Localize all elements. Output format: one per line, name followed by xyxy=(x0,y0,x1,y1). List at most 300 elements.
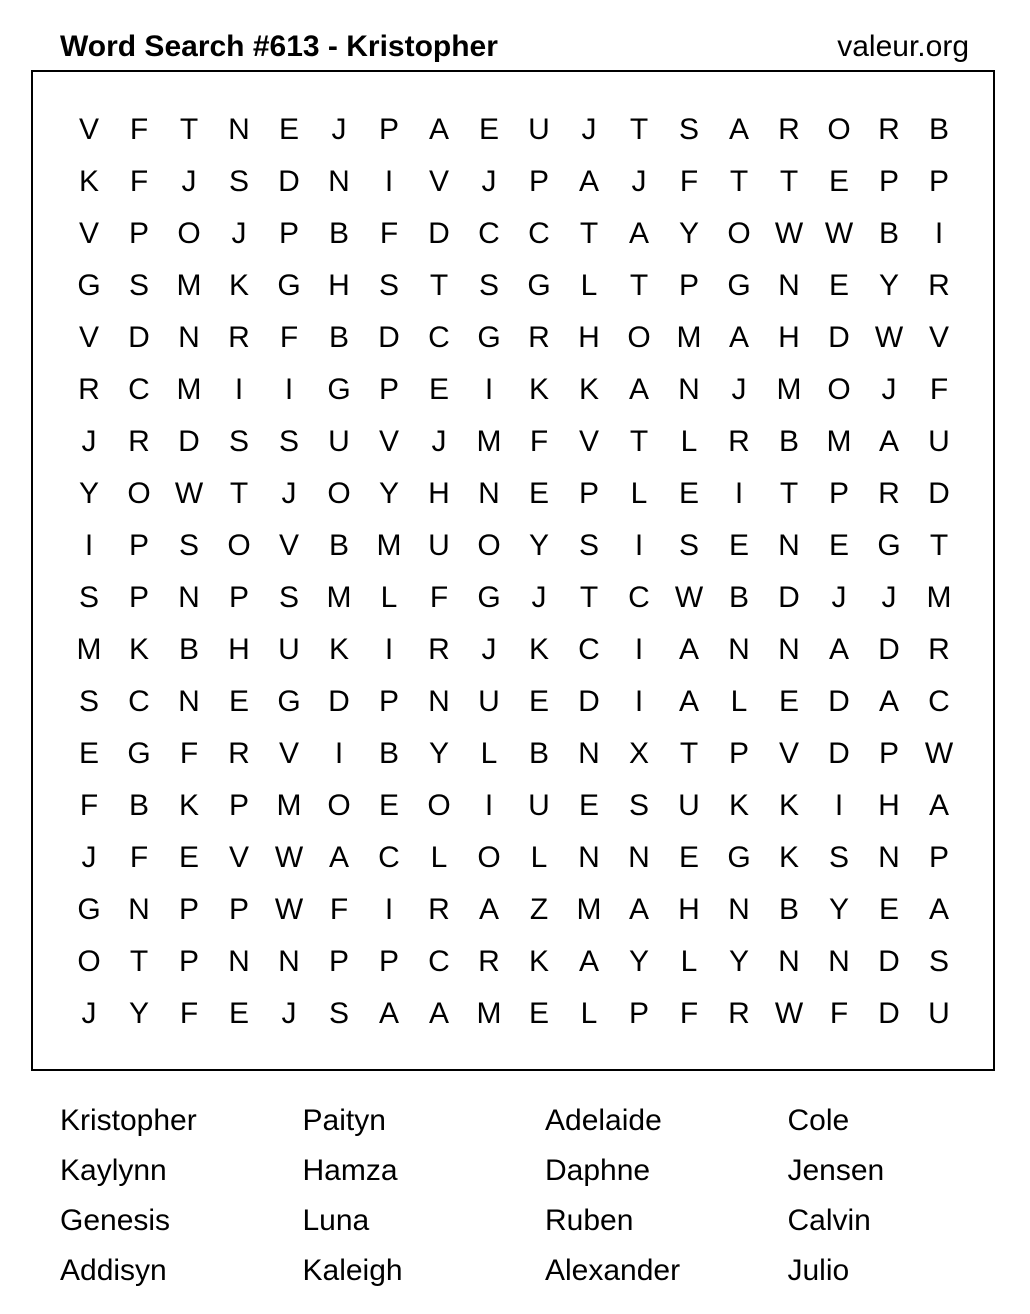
grid-letter: R xyxy=(428,633,450,666)
grid-letter: O xyxy=(77,945,101,978)
grid-letter: O xyxy=(477,841,501,874)
grid-letter: D xyxy=(928,477,950,510)
grid-letter: T xyxy=(779,477,799,510)
grid-letter: H xyxy=(878,789,900,822)
grid-letter: P xyxy=(228,581,249,614)
grid-letter: P xyxy=(528,165,549,198)
grid-letter: N xyxy=(778,529,800,562)
grid-letter: X xyxy=(628,737,649,770)
grid-letter: A xyxy=(578,945,599,978)
grid-letter: K xyxy=(528,945,549,978)
grid-letter: V xyxy=(278,529,299,562)
grid-letter: M xyxy=(926,581,952,614)
grid-letter: J xyxy=(231,217,247,250)
grid-letter: S xyxy=(578,529,599,562)
grid-letter: K xyxy=(178,789,199,822)
grid-letter: D xyxy=(378,321,400,354)
grid-letter: N xyxy=(578,737,600,770)
grid-letter: P xyxy=(878,737,899,770)
grid-letter: G xyxy=(77,269,101,302)
grid-letter: P xyxy=(728,737,749,770)
grid-letter: B xyxy=(128,789,149,822)
grid-letter: G xyxy=(727,269,751,302)
grid-letter: L xyxy=(580,269,598,302)
grid-letter: K xyxy=(228,269,249,302)
grid-letter: S xyxy=(128,269,149,302)
grid-letter: L xyxy=(480,737,498,770)
grid-letter: L xyxy=(430,841,448,874)
word-list-item: Cole xyxy=(787,1104,850,1137)
grid-letter: F xyxy=(929,373,949,406)
grid-letter: O xyxy=(177,217,201,250)
grid-letter: D xyxy=(278,165,300,198)
word-list-item: Kaylynn xyxy=(60,1154,167,1187)
word-list-item: Jensen xyxy=(787,1154,885,1187)
grid-letter: N xyxy=(678,373,700,406)
grid-letter: J xyxy=(181,165,197,198)
grid-letter: O xyxy=(627,321,651,354)
site-name: valeur.org xyxy=(837,30,969,63)
grid-letter: Y xyxy=(528,529,549,562)
page-title: Word Search #613 - Kristopher xyxy=(60,30,498,63)
grid-letter: A xyxy=(878,425,899,458)
grid-letter: T xyxy=(729,165,749,198)
grid-letter: T xyxy=(229,477,249,510)
grid-letter: P xyxy=(328,945,349,978)
grid-letter: C xyxy=(128,685,150,718)
grid-letter: Y xyxy=(678,217,699,250)
grid-letter: E xyxy=(478,113,499,146)
grid-letter: K xyxy=(778,841,799,874)
grid-letter: V xyxy=(378,425,399,458)
grid-letter: U xyxy=(928,997,950,1030)
grid-letter: C xyxy=(478,217,500,250)
grid-letter: B xyxy=(378,737,399,770)
grid-letter: B xyxy=(178,633,199,666)
grid-letter: P xyxy=(178,893,199,926)
grid-letter: P xyxy=(128,217,149,250)
word-list-item: Paityn xyxy=(302,1104,386,1137)
grid-letter: W xyxy=(774,997,804,1030)
grid-letter: A xyxy=(678,685,699,718)
grid-letter: E xyxy=(378,789,399,822)
grid-letter: C xyxy=(928,685,950,718)
grid-letter: F xyxy=(129,113,149,146)
grid-letter: P xyxy=(178,945,199,978)
grid-letter: H xyxy=(328,269,350,302)
grid-letter: S xyxy=(178,529,199,562)
grid-letter: C xyxy=(128,373,150,406)
grid-letter: U xyxy=(278,633,300,666)
grid-letter: I xyxy=(384,893,394,926)
grid-letter: F xyxy=(829,997,849,1030)
grid-letter: B xyxy=(328,217,349,250)
grid-letter: M xyxy=(376,529,402,562)
grid-letter: I xyxy=(634,633,644,666)
grid-letter: S xyxy=(478,269,499,302)
grid-letter: V xyxy=(428,165,449,198)
grid-letter: L xyxy=(380,581,398,614)
grid-letter: N xyxy=(478,477,500,510)
grid-letter: S xyxy=(928,945,949,978)
grid-letter: G xyxy=(477,321,501,354)
grid-letter: E xyxy=(528,997,549,1030)
grid-letter: N xyxy=(828,945,850,978)
grid-letter: E xyxy=(878,893,899,926)
grid-letter: E xyxy=(278,113,299,146)
grid-letter: N xyxy=(428,685,450,718)
grid-letter: M xyxy=(826,425,852,458)
grid-letter: V xyxy=(928,321,949,354)
grid-letter: F xyxy=(129,841,149,874)
grid-letter: J xyxy=(281,997,297,1030)
grid-letter: B xyxy=(928,113,949,146)
word-list-item: Kaleigh xyxy=(302,1254,403,1287)
grid-letter: J xyxy=(531,581,547,614)
grid-letter: I xyxy=(284,373,294,406)
grid-letter: C xyxy=(528,217,550,250)
grid-letter: I xyxy=(484,789,494,822)
grid-letter: E xyxy=(678,477,699,510)
grid-letter: B xyxy=(778,893,799,926)
grid-letter: A xyxy=(628,373,649,406)
grid-letter: V xyxy=(228,841,249,874)
grid-letter: A xyxy=(728,113,749,146)
grid-letter: N xyxy=(878,841,900,874)
grid-letter: Y xyxy=(728,945,749,978)
grid-letter: S xyxy=(378,269,399,302)
grid-letter: E xyxy=(228,685,249,718)
grid-letter: R xyxy=(228,321,250,354)
grid-letter: L xyxy=(730,685,748,718)
grid-letter: R xyxy=(128,425,150,458)
grid-letter: T xyxy=(579,581,599,614)
grid-letter: A xyxy=(628,217,649,250)
grid-letter: K xyxy=(578,373,599,406)
grid-letter: E xyxy=(678,841,699,874)
grid-letter: W xyxy=(274,841,304,874)
grid-letter: F xyxy=(279,321,299,354)
grid-letter: P xyxy=(128,581,149,614)
grid-letter: F xyxy=(79,789,99,822)
grid-letter: S xyxy=(678,529,699,562)
grid-letter: J xyxy=(581,113,597,146)
grid-letter: U xyxy=(328,425,350,458)
grid-letter: I xyxy=(484,373,494,406)
grid-letter: M xyxy=(576,893,602,926)
word-list-item: Genesis xyxy=(60,1204,171,1237)
grid-letter: A xyxy=(328,841,349,874)
grid-letter: T xyxy=(929,529,949,562)
grid-letter: J xyxy=(81,997,97,1030)
grid-letter: N xyxy=(178,685,200,718)
grid-letter: E xyxy=(78,737,99,770)
grid-letter: T xyxy=(629,425,649,458)
grid-letter: V xyxy=(78,113,99,146)
grid-letter: J xyxy=(81,841,97,874)
grid-letter: V xyxy=(78,321,99,354)
grid-letter: F xyxy=(129,165,149,198)
grid-letter: P xyxy=(678,269,699,302)
grid-letter: T xyxy=(779,165,799,198)
grid-letter: T xyxy=(179,113,199,146)
grid-letter: U xyxy=(678,789,700,822)
grid-letter: P xyxy=(378,685,399,718)
grid-letter: E xyxy=(228,997,249,1030)
grid-letter: Z xyxy=(529,893,549,926)
grid-letter: F xyxy=(179,737,199,770)
grid-letter: T xyxy=(579,217,599,250)
grid-letter: H xyxy=(778,321,800,354)
grid-letter: R xyxy=(778,113,800,146)
grid-letter: B xyxy=(528,737,549,770)
grid-letter: O xyxy=(327,789,351,822)
grid-letter: J xyxy=(881,373,897,406)
grid-letter: K xyxy=(328,633,349,666)
grid-letter: J xyxy=(431,425,447,458)
grid-letter: L xyxy=(680,945,698,978)
grid-letter: O xyxy=(827,113,851,146)
grid-letter: I xyxy=(234,373,244,406)
grid-letter: S xyxy=(228,425,249,458)
grid-letter: D xyxy=(128,321,150,354)
grid-letter: V xyxy=(78,217,99,250)
grid-letter: S xyxy=(78,581,99,614)
grid-letter: O xyxy=(227,529,251,562)
letter-grid xyxy=(64,104,964,1040)
grid-letter: L xyxy=(530,841,548,874)
grid-letter: N xyxy=(778,269,800,302)
grid-letter: A xyxy=(828,633,849,666)
grid-letter: P xyxy=(628,997,649,1030)
grid-letter: L xyxy=(680,425,698,458)
grid-letter: M xyxy=(776,373,802,406)
grid-letter: A xyxy=(628,893,649,926)
grid-letter: N xyxy=(628,841,650,874)
grid-letter: W xyxy=(174,477,204,510)
grid-letter: W xyxy=(824,217,854,250)
grid-letter: I xyxy=(634,529,644,562)
grid-letter: C xyxy=(428,321,450,354)
grid-letter: E xyxy=(828,269,849,302)
grid-letter: T xyxy=(629,269,649,302)
grid-letter: W xyxy=(874,321,904,354)
grid-letter: W xyxy=(674,581,704,614)
grid-letter: O xyxy=(427,789,451,822)
grid-letter: V xyxy=(278,737,299,770)
grid-letter: N xyxy=(178,321,200,354)
grid-letter: Y xyxy=(128,997,149,1030)
grid-letter: R xyxy=(728,425,750,458)
grid-letter: K xyxy=(78,165,99,198)
grid-letter: V xyxy=(778,737,799,770)
grid-letter: R xyxy=(428,893,450,926)
grid-letter: U xyxy=(928,425,950,458)
word-list-item: Hamza xyxy=(302,1154,398,1187)
grid-letter: P xyxy=(828,477,849,510)
grid-letter: A xyxy=(578,165,599,198)
grid-letter: C xyxy=(578,633,600,666)
grid-letter: P xyxy=(378,945,399,978)
grid-letter: R xyxy=(878,477,900,510)
grid-letter: P xyxy=(878,165,899,198)
grid-letter: D xyxy=(778,581,800,614)
grid-letter: E xyxy=(828,165,849,198)
grid-letter: R xyxy=(928,633,950,666)
grid-letter: D xyxy=(828,321,850,354)
grid-letter: K xyxy=(728,789,749,822)
grid-letter: W xyxy=(274,893,304,926)
word-list-item: Daphne xyxy=(545,1154,651,1187)
grid-letter: O xyxy=(127,477,151,510)
grid-letter: H xyxy=(578,321,600,354)
grid-letter: L xyxy=(580,997,598,1030)
grid-letter: M xyxy=(676,321,702,354)
grid-letter: J xyxy=(731,373,747,406)
grid-letter: Y xyxy=(628,945,649,978)
grid-letter: D xyxy=(878,945,900,978)
grid-letter: N xyxy=(778,633,800,666)
grid-letter: M xyxy=(476,997,502,1030)
grid-letter: F xyxy=(429,581,449,614)
grid-letter: N xyxy=(728,893,750,926)
grid-letter: A xyxy=(378,997,399,1030)
grid-letter: D xyxy=(878,633,900,666)
grid-letter: A xyxy=(478,893,499,926)
grid-letter: O xyxy=(827,373,851,406)
grid-letter: D xyxy=(428,217,450,250)
grid-letter: J xyxy=(81,425,97,458)
grid-letter: N xyxy=(178,581,200,614)
word-list-item: Addisyn xyxy=(60,1254,167,1287)
grid-letter: G xyxy=(877,529,901,562)
grid-letter: N xyxy=(228,113,250,146)
word-list xyxy=(60,1096,1028,1296)
grid-letter: E xyxy=(578,789,599,822)
word-list-item: Ruben xyxy=(545,1204,634,1237)
grid-letter: K xyxy=(528,373,549,406)
grid-letter: G xyxy=(277,269,301,302)
grid-letter: R xyxy=(728,997,750,1030)
grid-letter: A xyxy=(928,893,949,926)
grid-letter: M xyxy=(276,789,302,822)
grid-letter: I xyxy=(634,685,644,718)
grid-letter: J xyxy=(881,581,897,614)
grid-letter: B xyxy=(728,581,749,614)
grid-letter: K xyxy=(528,633,549,666)
grid-letter: F xyxy=(329,893,349,926)
grid-letter: I xyxy=(384,165,394,198)
grid-letter: G xyxy=(77,893,101,926)
grid-letter: F xyxy=(679,165,699,198)
grid-letter: T xyxy=(629,113,649,146)
grid-letter: A xyxy=(928,789,949,822)
grid-letter: H xyxy=(428,477,450,510)
grid-letter: S xyxy=(278,581,299,614)
grid-letter: P xyxy=(378,373,399,406)
grid-letter: A xyxy=(428,997,449,1030)
grid-letter: B xyxy=(778,425,799,458)
grid-letter: C xyxy=(428,945,450,978)
grid-letter: I xyxy=(334,737,344,770)
grid-letter: P xyxy=(928,841,949,874)
grid-letter: J xyxy=(631,165,647,198)
grid-letter: N xyxy=(778,945,800,978)
grid-letter: U xyxy=(528,113,550,146)
grid-letter: N xyxy=(278,945,300,978)
grid-letter: P xyxy=(228,789,249,822)
grid-letter: P xyxy=(378,113,399,146)
grid-letter: A xyxy=(428,113,449,146)
grid-letter: T xyxy=(679,737,699,770)
grid-letter: S xyxy=(78,685,99,718)
grid-letter: I xyxy=(734,477,744,510)
grid-letter: K xyxy=(128,633,149,666)
grid-letter: M xyxy=(326,581,352,614)
grid-letter: I xyxy=(834,789,844,822)
grid-letter: P xyxy=(578,477,599,510)
grid-letter: R xyxy=(228,737,250,770)
grid-letter: E xyxy=(178,841,199,874)
grid-letter: E xyxy=(778,685,799,718)
grid-letter: R xyxy=(528,321,550,354)
grid-letter: M xyxy=(176,373,202,406)
grid-letter: O xyxy=(727,217,751,250)
grid-letter: U xyxy=(528,789,550,822)
grid-letter: W xyxy=(924,737,954,770)
grid-letter: B xyxy=(328,321,349,354)
grid-letter: U xyxy=(428,529,450,562)
grid-letter: F xyxy=(379,217,399,250)
grid-letter: N xyxy=(228,945,250,978)
word-list-item: Kristopher xyxy=(60,1104,197,1137)
word-list-item: Luna xyxy=(302,1204,370,1237)
grid-letter: J xyxy=(281,477,297,510)
grid-letter: D xyxy=(328,685,350,718)
grid-letter: F xyxy=(179,997,199,1030)
grid-letter: M xyxy=(176,269,202,302)
grid-letter: D xyxy=(828,685,850,718)
grid-letter: S xyxy=(278,425,299,458)
grid-letter: O xyxy=(327,477,351,510)
grid-letter: R xyxy=(928,269,950,302)
grid-letter: P xyxy=(928,165,949,198)
grid-letter: J xyxy=(481,165,497,198)
grid-letter: R xyxy=(878,113,900,146)
grid-letter: Y xyxy=(428,737,449,770)
grid-letter: G xyxy=(527,269,551,302)
grid-letter: J xyxy=(481,633,497,666)
grid-letter: E xyxy=(828,529,849,562)
grid-letter: I xyxy=(384,633,394,666)
grid-letter: E xyxy=(728,529,749,562)
grid-letter: L xyxy=(630,477,648,510)
grid-letter: V xyxy=(578,425,599,458)
grid-letter: U xyxy=(478,685,500,718)
grid-letter: D xyxy=(878,997,900,1030)
grid-letter: P xyxy=(278,217,299,250)
grid-letter: B xyxy=(328,529,349,562)
grid-letter: F xyxy=(679,997,699,1030)
grid-letter: M xyxy=(76,633,102,666)
grid-letter: N xyxy=(578,841,600,874)
word-list-item: Julio xyxy=(787,1254,850,1287)
grid-letter: I xyxy=(84,529,94,562)
grid-letter: T xyxy=(429,269,449,302)
word-list-item: Adelaide xyxy=(545,1104,662,1137)
grid-letter: S xyxy=(678,113,699,146)
grid-letter: J xyxy=(831,581,847,614)
